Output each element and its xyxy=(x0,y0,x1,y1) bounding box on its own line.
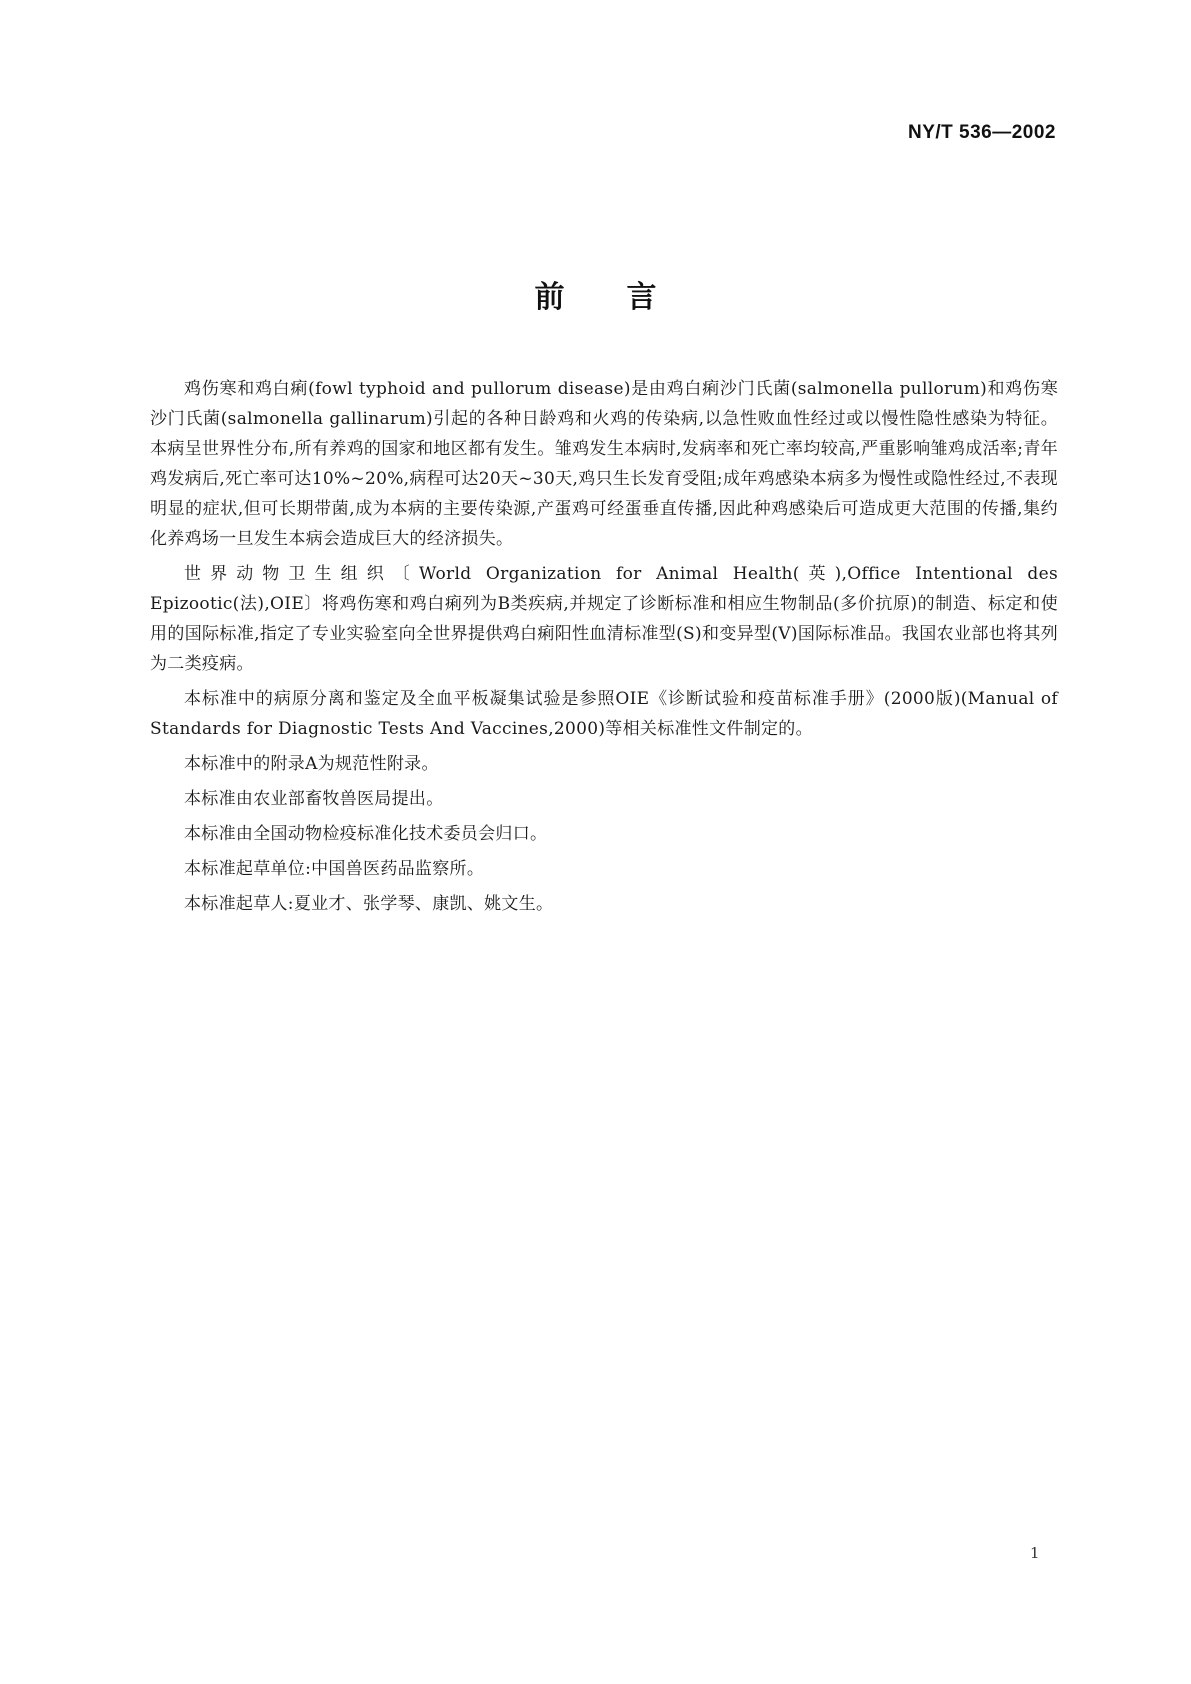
paragraph-reference-standards: 本标准中的病原分离和鉴定及全血平板凝集试验是参照OIE《诊断试验和疫苗标准手册》(2000版)(Manual of Standards for Diagnostic Tests And Vaccines,2000)等相关标准性文件制定的。 xyxy=(150,689,1058,739)
page-title: 前言 xyxy=(534,280,719,315)
paragraph-oie-classification: 世界动物卫生组织〔World Organization for Animal Health(英),Office Intentional des Epizootic(法),OIE〕将鸡伤寒和鸡白痢列为B类疾病,并规定了诊断标准和相应生物制品(多价抗原)的制造、标定和使用的国际标准,指定了专业实验室向全世界提供鸡白痢阳性血清标准型(S)和变异型(V)国际标准品。我国农业部也将其列为二类疫病。 xyxy=(150,564,1058,674)
paragraph-drafters: 本标准起草人:夏业才、张学琴、康凯、姚文生。 xyxy=(184,894,554,914)
paragraph-appendix-note: 本标准中的附录A为规范性附录。 xyxy=(184,754,439,774)
paragraph-disease-overview: 鸡伤寒和鸡白痢(fowl typhoid and pullorum disease)是由鸡白痢沙门氏菌(salmonella pullorum)和鸡伤寒沙门氏菌(salmonella gallinarum)引起的各种日龄鸡和火鸡的传染病,以急性败血性经过或以慢性隐性感染为特征。本病呈世界性分布,所有养鸡的国家和地区都有发生。雏鸡发生本病时,发病率和死亡率均较高,严重影响雏鸡成活率;青年鸡发病后,死亡率可达10%~20%,病程可达20天~30天,鸡只生长发育受阻;成年鸡感染本病多为慢性或隐性经过,不表现明显的症状,但可长期带菌,成为本病的主要传染源,产蛋鸡可经蛋垂直传播,因此种鸡感染后可造成更大范围的传播,集约化养鸡场一旦发生本病会造成巨大的经济损失。 xyxy=(150,379,1058,549)
paragraph-proposer: 本标准由农业部畜牧兽医局提出。 xyxy=(184,789,444,809)
paragraph-drafting-unit: 本标准起草单位:中国兽医药品监察所。 xyxy=(184,859,485,879)
foreword-body xyxy=(150,374,1058,924)
page-number: 1 xyxy=(1030,1544,1040,1562)
paragraph-committee: 本标准由全国动物检疫标准化技术委员会归口。 xyxy=(184,824,548,844)
standard-code: NY/T 536—2002 xyxy=(907,122,1056,143)
